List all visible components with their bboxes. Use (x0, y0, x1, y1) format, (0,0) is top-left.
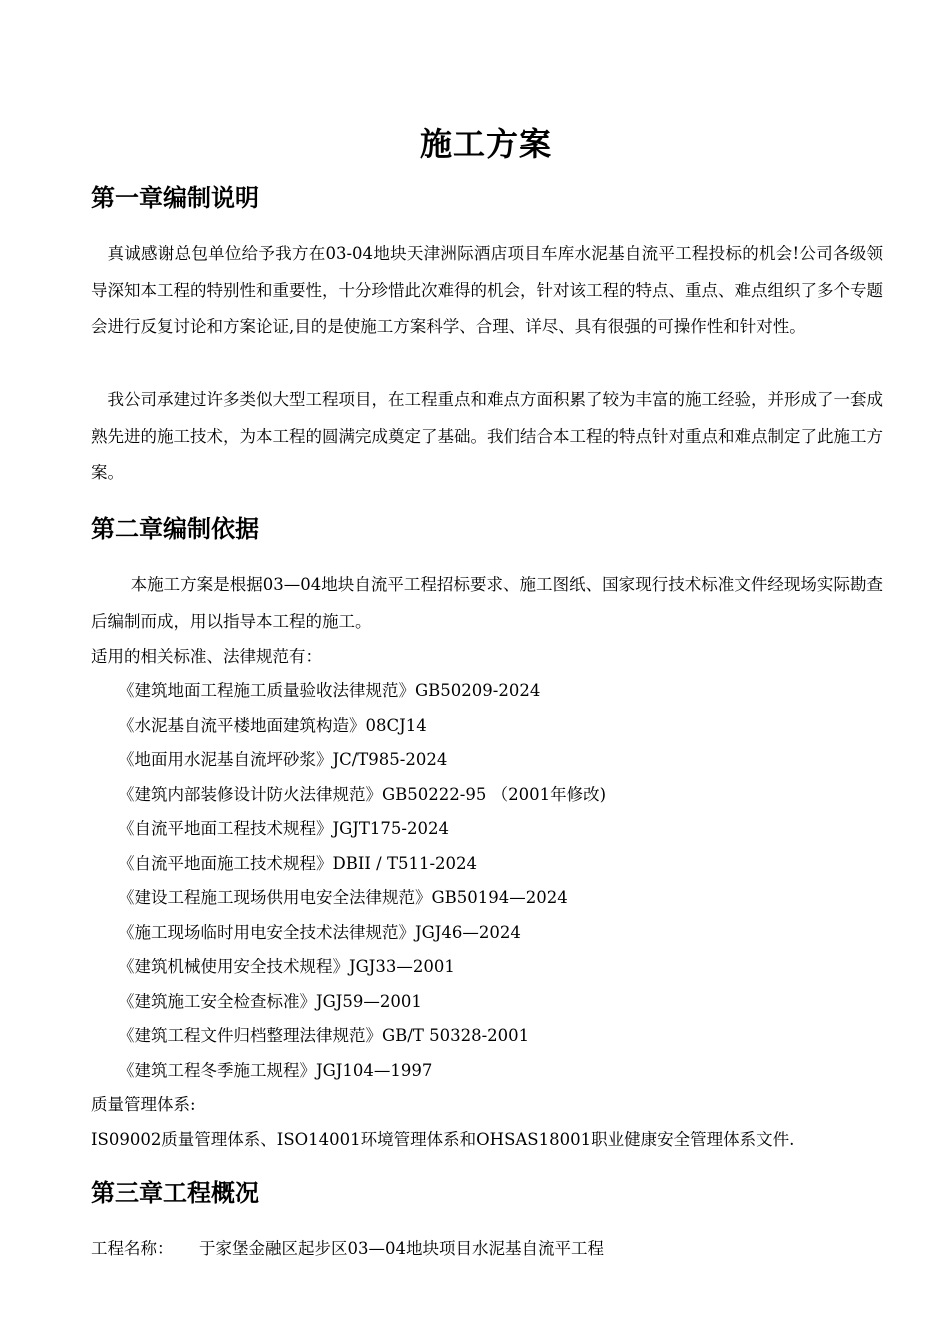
standard-item: 《施工现场临时用电安全技术法律规范》JGJ46—2024 (118, 923, 521, 942)
project-name-value: 于家堡金融区起步区03—04地块项目水泥基自流平工程 (199, 1239, 604, 1258)
chapter-2-heading: 第二章编制依据 (91, 514, 259, 543)
chapter-1-heading: 第一章编制说明 (91, 183, 259, 212)
standard-item: 《建设工程施工现场供用电安全法律规范》GB50194—2024 (118, 888, 568, 907)
standard-item: 《建筑地面工程施工质量验收法律规范》GB50209-2024 (118, 681, 541, 700)
standard-item: 《地面用水泥基自流坪砂浆》JC/T985-2024 (118, 750, 448, 769)
quality-label: 质量管理体系: (91, 1095, 196, 1114)
document-title: 施工方案 (419, 125, 552, 163)
standard-item: 《自流平地面施工技术规程》DBII / T511-2024 (118, 854, 478, 873)
project-name-row (91, 1237, 604, 1261)
chapter-3-heading: 第三章工程概况 (91, 1178, 259, 1207)
standard-item: 《建筑机械使用安全技术规程》JGJ33—2001 (118, 957, 455, 976)
standard-item: 《自流平地面工程技术规程》JGJT175-2024 (118, 819, 449, 838)
standards-label: 适用的相关标准、法律规范有： (91, 647, 322, 666)
standard-item: 《水泥基自流平楼地面建筑构造》08CJ14 (118, 716, 427, 735)
standard-item: 《建筑施工安全检查标准》JGJ59—2001 (118, 992, 422, 1011)
chapter-2-paragraph-1: 本施工方案是根据03—04地块自流平工程招标要求、施工图纸、国家现行技术标准文件经现场实际勘查后编制而成，用以指导本工程的施工。 (91, 575, 883, 631)
project-name-label: 工程名称： (91, 1239, 174, 1258)
chapter-1-paragraph-2: 我公司承建过许多类似大型工程项目，在工程重点和难点方面积累了较为丰富的施工经验，并形成了一套成熟先进的施工技术，为本工程的圆满完成奠定了基础。我们结合本工程的特点针对重点和难点制定了此施工方案。 (91, 390, 883, 482)
standard-item: 《建筑工程文件归档整理法律规范》GB/T 50328-2001 (118, 1026, 530, 1045)
standard-item: 《建筑工程冬季施工规程》JGJ104—1997 (118, 1061, 433, 1080)
chapter-1-paragraph-1: 真诚感谢总包单位给予我方在03-04地块天津洲际酒店项目车库水泥基自流平工程投标的机会!公司各级领导深知本工程的特别性和重要性，十分珍惜此次难得的机会，针对该工程的特点、重点、难点组织了多个专题会进行反复讨论和方案论证,目的是使施工方案科学、合理、详尽、具有很强的可操作性和针对性。 (91, 244, 883, 336)
quality-text: IS09002质量管理体系、ISO14001环境管理体系和OHSAS18001职业健康安全管理体系文件. (91, 1130, 795, 1149)
standard-item: 《建筑内部装修设计防火法律规范》GB50222-95 （2001年修改) (118, 785, 607, 804)
